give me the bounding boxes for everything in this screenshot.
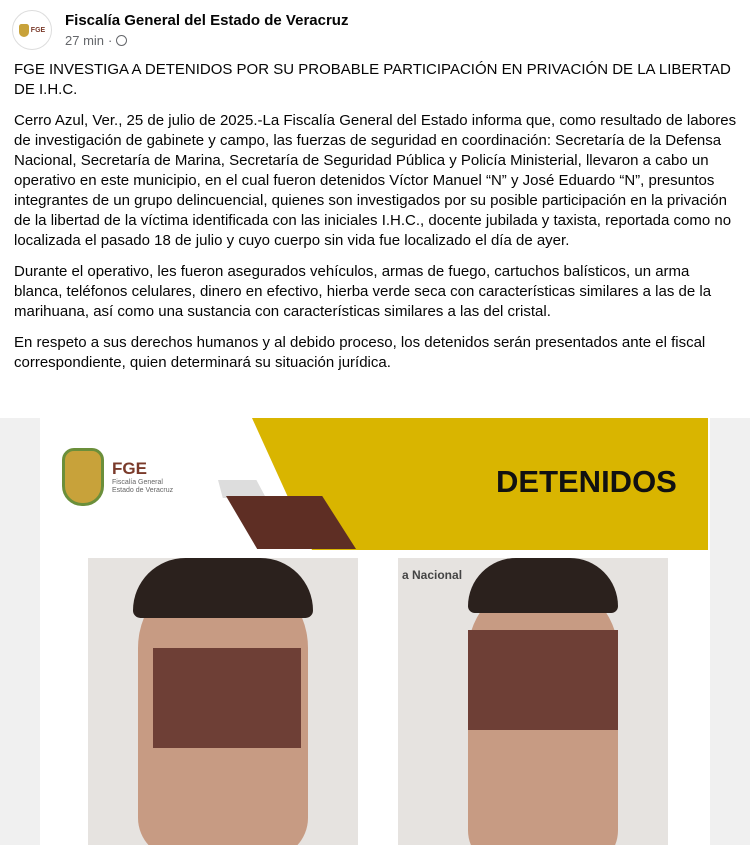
hair (133, 558, 313, 618)
separator: · (108, 33, 113, 48)
post-paragraph: En respeto a sus derechos humanos y al debido proceso, los detenidos serán presentados ante el fiscal correspondiente, quien determinará su situación jurídica. (14, 334, 706, 371)
hair (468, 558, 618, 613)
detenidos-graphic (40, 418, 710, 845)
post-time[interactable]: 27 min (65, 33, 105, 48)
post-headline: FGE INVESTIGA A DETENIDOS POR SU PROBABLE PARTICIPACIÓN EN PRIVACIÓN DE LA LIBERTAD DE I.H.C. (14, 61, 731, 98)
photo-watermark: a Nacional (402, 568, 463, 582)
crest-icon (19, 24, 29, 37)
post-paragraph: Cerro Azul, Ver., 25 de julio de 2025.-La Fiscalía General del Estado informa que, como resultado de labores de investigación de gabinete y campo, las fuerzas de seguridad en coordinación: Secretaría de la Defensa Nacional, Secretaría de Marina, Secretaría de Seguridad Pública y Policía Ministerial, llevaron a cabo un operativo en este municipio, en el cual fueron detenidos Víctor Manuel “N” y José Eduardo “N”, presuntos integrantes de un grupo delincuencial, quienes son investigados por su posible participación en la privación de la libertad de la víctima identificada con las iniciales I.H.C., docente jubilada y taxista, reportada como no localizada el pasado 18 de julio y cuyo cuerpo sin vida fue localizado el día de ayer. (14, 112, 737, 249)
avatar-text: FGE (30, 26, 46, 34)
post-image[interactable] (0, 418, 750, 845)
banner-title: DETENIDOS (496, 464, 677, 499)
post-paragraph: Durante el operativo, les fueron asegurados vehículos, armas de fuego, cartuchos balísticos, un arma blanca, teléfonos celulares, dinero en efectivo, hierba verde seca con características similares a las de la marihuana, así como una sustancia con características similares a las del cristal. (14, 263, 712, 320)
detainee-photo-1 (88, 558, 358, 845)
logo-line1: Fiscalía General (112, 479, 163, 486)
logo-line2: Estado de Veracruz (112, 487, 174, 494)
globe-icon (116, 35, 127, 46)
detainee-photo-2 (398, 558, 668, 845)
logo-abbr: FGE (112, 459, 147, 478)
veracruz-crest-icon (62, 448, 104, 506)
page-avatar[interactable] (12, 10, 52, 50)
face-censor-box (153, 648, 301, 748)
post-text (14, 60, 740, 384)
face-censor-box (468, 630, 618, 730)
fge-logo (62, 448, 173, 506)
post-header (12, 10, 348, 50)
page-name-link[interactable]: Fiscalía General del Estado de Veracruz (65, 12, 349, 29)
gray-shape (218, 480, 266, 498)
